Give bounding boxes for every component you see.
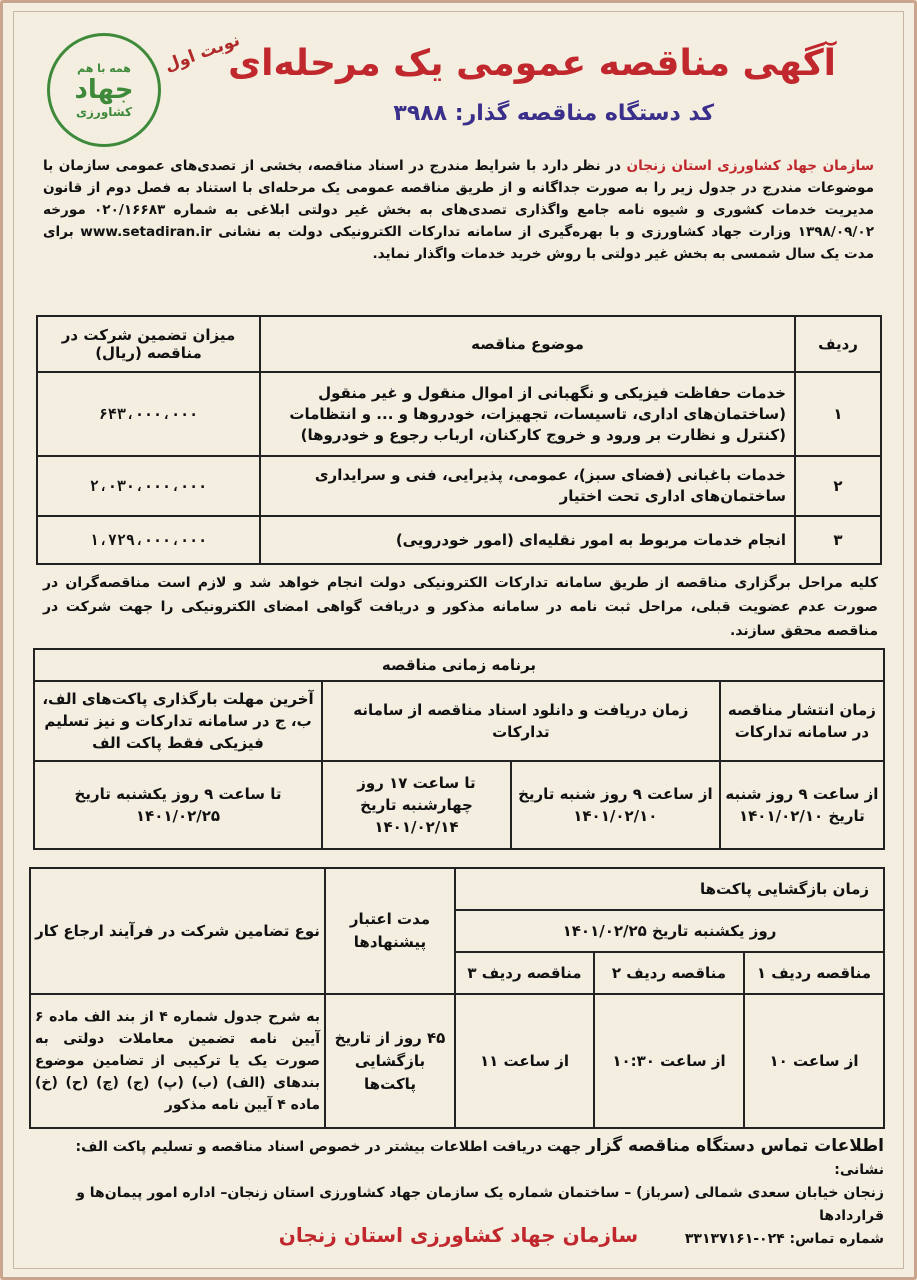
intro-url: www.setadiran.ir xyxy=(80,224,212,240)
logo-main-text: جهاد xyxy=(74,74,134,105)
schedule-title-row xyxy=(34,649,884,681)
registration-note: کلیه مراحل برگزاری مناقصه از طریق سامانه تدارکات الکترونیکی دولت انجام خواهد شد و لازم است مناقصه‌گران در صورت عدم عضویت قبلی، مراحل ثبت نامه در سامانه مذکور و دریافت گواهی امضای الکترونیکی را جهت شرکت در مناقصه محقق سازند. xyxy=(43,575,878,639)
guarantee-head: نوع تضامین شرکت در فرآیند ارجاع کار xyxy=(30,868,325,994)
schedule-header-row xyxy=(34,681,884,761)
row-no: ۱ xyxy=(795,372,881,456)
schedule-table xyxy=(33,648,885,850)
row-topic: انجام خدمات مربوط به امور نقلیه‌ای (امور خودرویی) xyxy=(260,516,795,564)
contact-address: زنجان خیابان سعدی شمالی (سرباز) – ساختمان شماره یک سازمان جهاد کشاورزی استان زنجان– اداره امور پیمان‌ها و قراردادها xyxy=(76,1185,884,1224)
schedule-download-to: تا ساعت ۱۷ روز چهارشنبه تاریخ ۱۴۰۱/۰۲/۱۴ xyxy=(322,761,511,849)
opening-title-row xyxy=(30,868,884,910)
footer-org: سازمان جهاد کشاورزی استان زنجان xyxy=(278,1223,639,1247)
table-row xyxy=(37,516,881,564)
opening-row2-value: از ساعت ۱۰:۳۰ xyxy=(594,994,744,1128)
table-row xyxy=(37,456,881,516)
row-topic: خدمات باغبانی (فضای سبز)، عمومی، پذیرایی، فنی و سرایداری ساختمان‌های اداری تحت اختیار xyxy=(260,456,795,516)
intro-text-1: در نظر دارد با شرایط مندرج در اسناد مناقصه، بخشی از تصدی‌های عمومی سازمان با موضوعات مندرج در جدول زیر را به صورت جداگانه و از طریق مناقصه عمومی یک مرحله‌ای با استناد به فصل دوم از قانون مدیریت خدمات کشوری و شیوه نامه جامع واگذاری تصدی‌های به بخش غیر دولتی ابلاغی به شماره ۰۲۰/۱۶۶۸۳ مورخه ۱۳۹۸/۰۹/۰۲ وزارت جهاد کشاورزی و با بهره‌گیری از سامانه تدارکات الکترونیکی دولت به نشانی xyxy=(43,158,874,240)
intro-org: سازمان جهاد کشاورزی استان زنجان xyxy=(626,158,874,174)
row-amount: ۶۴۳،۰۰۰،۰۰۰ xyxy=(37,372,260,456)
table-header-row xyxy=(37,316,881,372)
schedule-deadline-value: تا ساعت ۹ روز یکشنبه تاریخ ۱۴۰۱/۰۲/۲۵ xyxy=(34,761,322,849)
intro-text-2: برای مدت یک سال شمسی به بخش غیر دولتی با روش خرید خدمات واگذار نماید. xyxy=(43,224,874,262)
opening-row1-head: مناقصه ردیف ۱ xyxy=(744,952,884,994)
row-no: ۲ xyxy=(795,456,881,516)
guarantee-value: به شرح جدول شماره ۴ از بند الف ماده ۶ آیین نامه تضمین معاملات دولتی به صورت یک یا ترکیبی از تضامین موضوع بندهای (الف) (ب) (پ) (ج) (چ) (ح) (خ) ماده ۴ آیین نامه مذکور xyxy=(30,994,325,1128)
row-no: ۳ xyxy=(795,516,881,564)
logo-bottom-text: کشاورزی xyxy=(76,104,132,119)
validity-value: ۴۵ روز از تاریخ بازگشایی پاکت‌ها xyxy=(325,994,455,1128)
contact-head-line xyxy=(33,1135,884,1182)
row-amount: ۲،۰۳۰،۰۰۰،۰۰۰ xyxy=(37,456,260,516)
row-amount: ۱،۷۲۹،۰۰۰،۰۰۰ xyxy=(37,516,260,564)
opening-row3-head: مناقصه ردیف ۳ xyxy=(455,952,594,994)
header-topic: موضوع مناقصه xyxy=(260,316,795,372)
row-topic: خدمات حفاظت فیزیکی و نگهبانی از اموال منقول و غیر منقول (ساختمان‌های اداری، تاسیسات، تجهیزات، خودروها و ... و انتظامات (کنترل و نظارت بر ورود و خروج کارکنان، ارباب رجوع و خودروها) xyxy=(260,372,795,456)
opening-row1-value: از ساعت ۱۰ xyxy=(744,994,884,1128)
schedule-value-row xyxy=(34,761,884,849)
turn-label: نوبت اول xyxy=(161,30,243,76)
header-amount: میزان تضمین شرکت در مناقصه (ریال) xyxy=(37,316,260,372)
contact-head-rest: جهت دریافت اطلاعات بیشتر در خصوص اسناد مناقصه و تسلیم پاکت الف: نشانی: xyxy=(75,1139,884,1178)
table-row xyxy=(37,372,881,456)
header-row-no: ردیف xyxy=(795,316,881,372)
page-subtitle: کد دستگاه مناقصه گذار: ۳۹۸۸ xyxy=(393,101,714,126)
opening-value-row xyxy=(30,994,884,1128)
intro-paragraph xyxy=(43,155,874,265)
tenders-table xyxy=(36,315,882,565)
schedule-deadline-head: آخرین مهلت بارگذاری پاکت‌های الف، ب، ج در سامانه تدارکات و نیز تسلیم فیزیکی فقط پاکت الف xyxy=(34,681,322,761)
contact-head: اطلاعات تماس دستگاه مناقصه گزار xyxy=(586,1136,884,1156)
schedule-publish-head: زمان انتشار مناقصه در سامانه تدارکات xyxy=(720,681,884,761)
page-title: آگهی مناقصه عمومی یک مرحله‌ای xyxy=(228,43,836,84)
logo-top-text: همه با هم xyxy=(77,61,131,75)
schedule-publish-value: از ساعت ۹ روز شنبه تاریخ ۱۴۰۱/۰۲/۱۰ xyxy=(720,761,884,849)
contact-phone: شماره تماس: ۰۲۴-۳۳۱۳۷۱۶۱ xyxy=(684,1231,884,1247)
opening-date: روز یکشنبه تاریخ ۱۴۰۱/۰۲/۲۵ xyxy=(455,910,884,952)
schedule-title: برنامه زمانی مناقصه xyxy=(34,649,884,681)
opening-table xyxy=(29,867,885,1129)
opening-row3-value: از ساعت ۱۱ xyxy=(455,994,594,1128)
opening-title: زمان بازگشایی پاکت‌ها xyxy=(455,868,884,910)
schedule-download-head: زمان دریافت و دانلود اسناد مناقصه از سامانه تدارکات xyxy=(322,681,720,761)
opening-row2-head: مناقصه ردیف ۲ xyxy=(594,952,744,994)
schedule-download-from: از ساعت ۹ روز شنبه تاریخ ۱۴۰۱/۰۲/۱۰ xyxy=(511,761,720,849)
validity-head: مدت اعتبار پیشنهادها xyxy=(325,868,455,994)
jihad-logo xyxy=(47,33,161,147)
